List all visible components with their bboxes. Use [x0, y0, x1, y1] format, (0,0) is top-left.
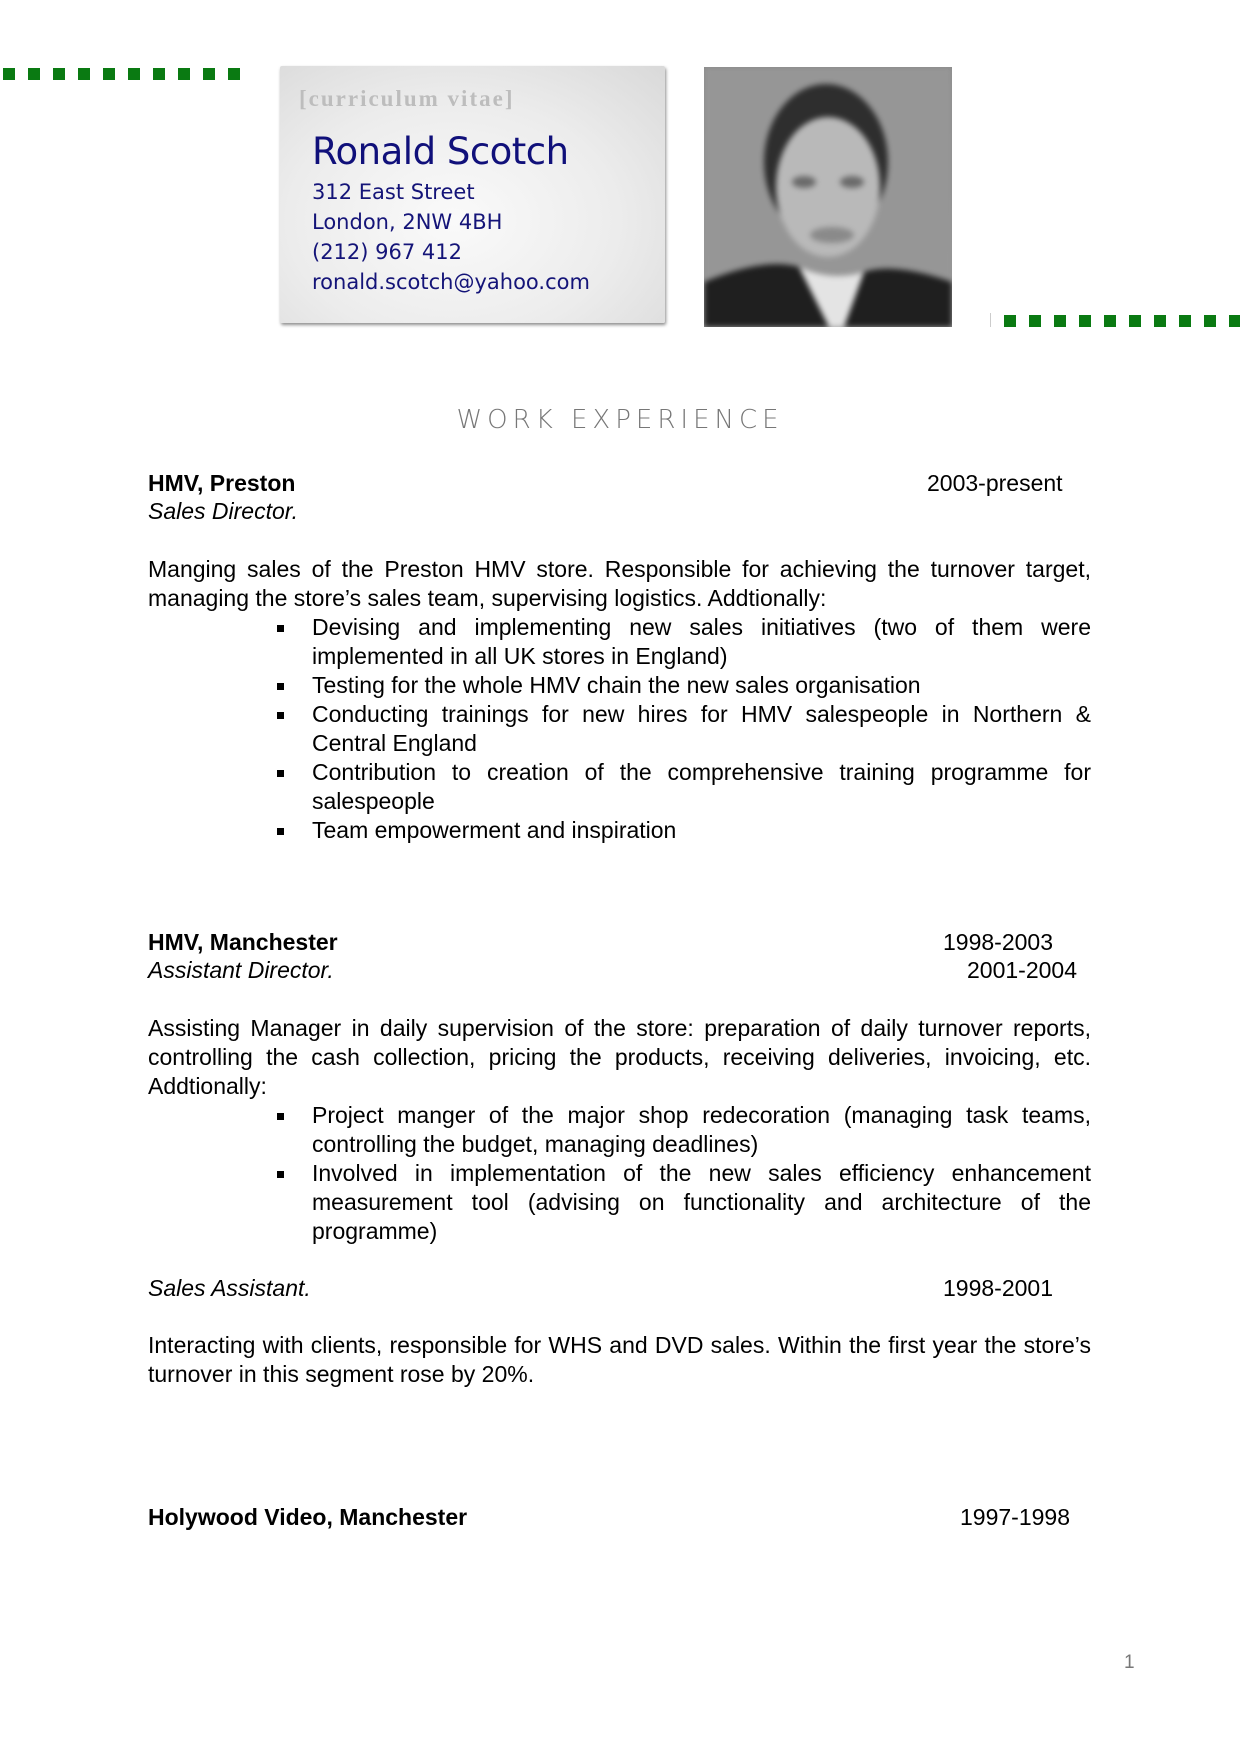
bullet-icon: [277, 625, 284, 632]
bullet-icon: [277, 828, 284, 835]
bullet-text: Project manger of the major shop redecoration (managing task teams, controlling the budget, managing deadlines): [312, 1102, 1091, 1157]
list-item: [277, 1101, 1091, 1159]
dot: [1029, 315, 1041, 327]
bullet-icon: [277, 1171, 284, 1178]
page-number: 1: [1124, 1652, 1135, 1673]
list-item: [277, 758, 1091, 816]
dot: [153, 68, 165, 80]
dot: [1054, 315, 1066, 327]
dot: [78, 68, 90, 80]
job-description: Manging sales of the Preston HMV store. Responsible for achieving the turnover target, managing the store’s sales team, supervising logistics. Addtionally:: [148, 556, 1091, 611]
job-bullets: [277, 613, 1091, 845]
bullet-text: Conducting trainings for new hires for HMV salespeople in Northern & Central England: [312, 701, 1091, 756]
bullet-text: Testing for the whole HMV chain the new sales organisation: [312, 672, 921, 698]
dot: [1154, 315, 1166, 327]
bullet-text: Devising and implementing new sales initiatives (two of them were implemented in all UK stores in England): [312, 614, 1091, 669]
dot: [178, 68, 190, 80]
dot: [228, 68, 240, 80]
section-title-work-experience: WORK EXPERIENCE: [456, 405, 784, 435]
list-item: [277, 700, 1091, 758]
bullet-text: Team empowerment and inspiration: [312, 817, 677, 843]
profile-photo: [704, 67, 952, 327]
bullet-text: Involved in implementation of the new sales efficiency enhancement measurement tool (advising on functionality and architecture of the programme): [312, 1160, 1091, 1244]
address-line-2: London, 2NW 4BH: [312, 210, 503, 234]
dot: [1104, 315, 1116, 327]
candidate-name: Ronald Scotch: [312, 130, 569, 173]
dot: [1079, 315, 1091, 327]
dot: [128, 68, 140, 80]
decorative-dots-right: [1004, 315, 1240, 327]
job-role-dates: 2001-2004: [967, 957, 1077, 983]
job-dates: 1997-1998: [960, 1504, 1070, 1530]
job-dates: 1998-2003: [943, 929, 1053, 955]
bullet-icon: [277, 770, 284, 777]
job-description: Assisting Manager in daily supervision of the store: preparation of daily turnover reports, controlling the cash collection, pricing the products, receiving deliveries, invoicing, etc. Addtionally:: [148, 1015, 1091, 1099]
job-dates: 2003-present: [927, 470, 1063, 496]
divider: [990, 313, 991, 327]
phone: (212) 967 412: [312, 240, 462, 264]
dot: [28, 68, 40, 80]
list-item: [277, 1159, 1091, 1246]
job-bullets: [277, 1101, 1091, 1246]
dot: [1129, 315, 1141, 327]
dot: [3, 68, 15, 80]
contact-card: [280, 66, 665, 323]
job-role: Sales Director.: [148, 498, 298, 524]
dot: [1229, 315, 1240, 327]
dot: [53, 68, 65, 80]
job-employer: HMV, Manchester: [148, 929, 338, 955]
job-employer: HMV, Preston: [148, 470, 296, 496]
dot: [103, 68, 115, 80]
job-employer: Holywood Video, Manchester: [148, 1504, 468, 1530]
bullet-icon: [277, 683, 284, 690]
dot: [203, 68, 215, 80]
dot: [1004, 315, 1016, 327]
job-role-2: Sales Assistant.: [148, 1275, 311, 1301]
dot: [1204, 315, 1216, 327]
bullet-text: Contribution to creation of the comprehensive training programme for salespeople: [312, 759, 1091, 814]
list-item: [277, 816, 1091, 845]
job-role: Assistant Director.: [148, 957, 334, 983]
job-role-2-dates: 1998-2001: [943, 1275, 1053, 1301]
list-item: [277, 613, 1091, 671]
job-description-2: Interacting with clients, responsible for WHS and DVD sales. Within the first year the store’s turnover in this segment rose by 20%.: [148, 1332, 1091, 1387]
list-item: [277, 671, 1091, 700]
email[interactable]: ronald.scotch@yahoo.com: [312, 270, 590, 294]
address-line-1: 312 East Street: [312, 180, 475, 204]
bullet-icon: [277, 712, 284, 719]
decorative-dots-left: [3, 68, 253, 80]
cv-tagline: [curriculum vitae]: [299, 86, 515, 111]
bullet-icon: [277, 1113, 284, 1120]
dot: [1179, 315, 1191, 327]
